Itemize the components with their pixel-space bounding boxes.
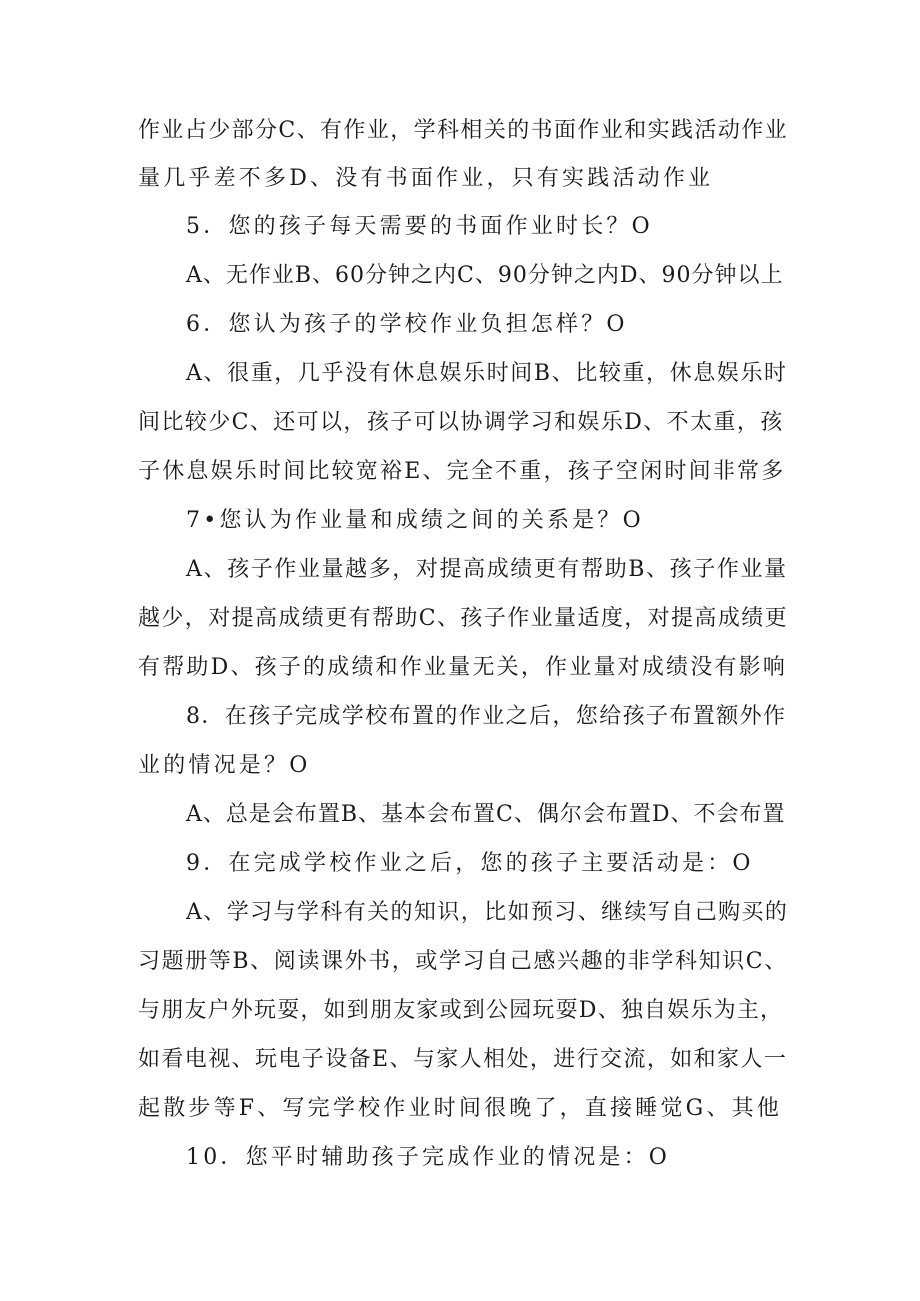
question-5: 5．您的孩子每天需要的书面作业时长？O xyxy=(186,214,653,239)
text-line: 如看电视、玩电子设备E、与家人相处，进行交流，如和家人一 xyxy=(138,1047,788,1072)
text-line: 业的情况是？O xyxy=(138,753,311,778)
text-line: 与朋友户外玩耍，如到朋友家或到公园玩耍D、独自娱乐为主， xyxy=(138,998,784,1023)
text-line: 作业占少部分C、有作业，学科相关的书面作业和实践活动作业 xyxy=(138,118,789,143)
text-line: 子休息娱乐时间比较宽裕E、完全不重，孩子空闲时间非常多 xyxy=(138,459,786,484)
question-7: 7•您认为作业量和成绩之间的关系是？O xyxy=(186,508,644,533)
text-line: 间比较少C、还可以，孩子可以协调学习和娱乐D、不太重，孩 xyxy=(138,410,784,435)
text-line: 起散步等F、写完学校作业时间很晚了，直接睡觉G、其他 xyxy=(138,1096,783,1121)
text-line: 越少，对提高成绩更有帮助C、孩子作业量适度，对提高成绩更 xyxy=(138,606,789,631)
question-6: 6．您认为孩子的学校作业负担怎样？O xyxy=(186,312,628,337)
text-line: 量几乎差不多D、没有书面作业，只有实践活动作业 xyxy=(138,166,714,191)
text-line: 有帮助D、孩子的成绩和作业量无关，作业量对成绩没有影响 xyxy=(138,655,788,680)
text-line: 习题册等B、阅读课外书，或学习自己感兴趣的非学科知识C、 xyxy=(138,949,788,974)
question-6-options: A、很重，几乎没有休息娱乐时间B、比较重，休息娱乐时 xyxy=(186,361,788,386)
question-10: 10．您平时辅助孩子完成作业的情况是：O xyxy=(186,1145,671,1170)
question-9-options: A、学习与学科有关的知识，比如预习、继续写自己购买的 xyxy=(186,900,789,925)
question-9: 9．在完成学校作业之后，您的孩子主要活动是：O xyxy=(186,851,754,876)
question-5-options: A、无作业B、60分钟之内C、90分钟之内D、90分钟以上 xyxy=(186,263,784,288)
question-7-options: A、孩子作业量越多，对提高成绩更有帮助B、孩子作业量 xyxy=(186,557,788,582)
question-8-options: A、总是会布置B、基本会布置C、偶尔会布置D、不会布置 xyxy=(186,802,786,827)
question-8: 8．在孩子完成学校布置的作业之后，您给孩子布置额外作 xyxy=(186,704,787,729)
